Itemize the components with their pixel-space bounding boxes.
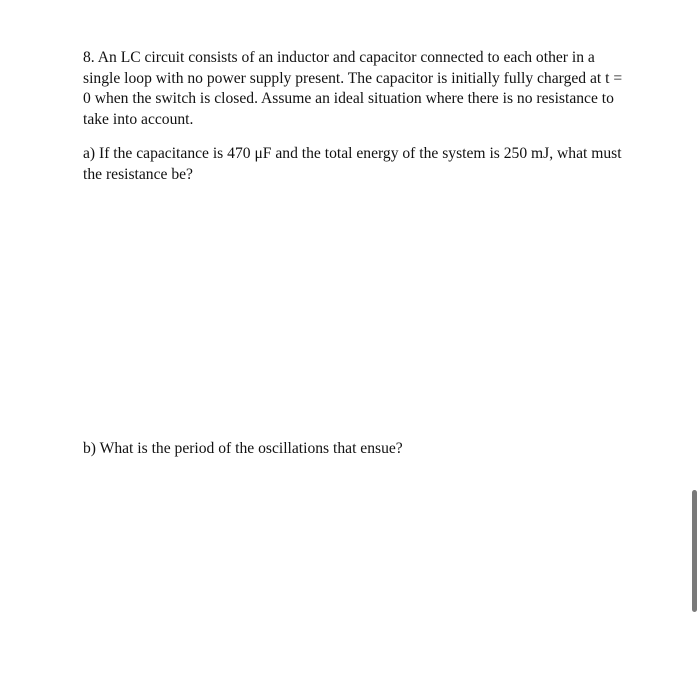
question-part-b: b) What is the period of the oscillations that ensue?	[83, 440, 403, 457]
question-intro-text: 8. An LC circuit consists of an inductor and capacitor connected to each other in a single loop with no power supply present. The capacitor is initially fully charged at t = 0 when the switch is closed. Assume an ideal situation where there is no resistance to take into account.	[83, 49, 623, 128]
question-part-a: a) If the capacitance is 470 μF and the total energy of the system is 250 mJ, what must the resistance be?	[83, 145, 622, 183]
vertical-scrollbar[interactable]	[692, 490, 697, 612]
